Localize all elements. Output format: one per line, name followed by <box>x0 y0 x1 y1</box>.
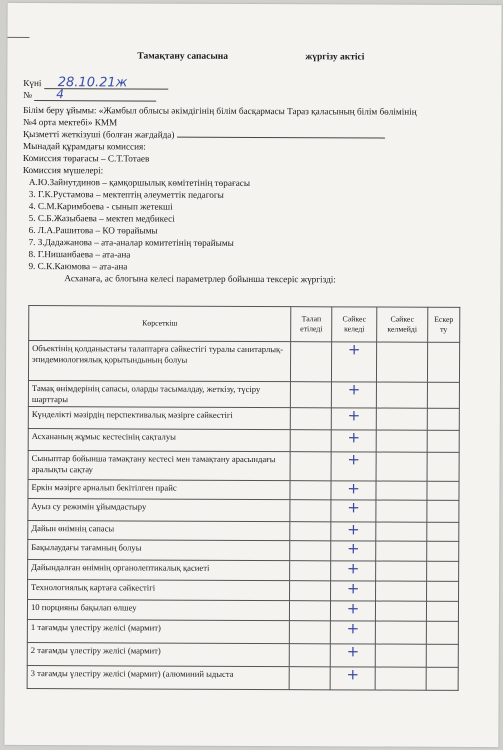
noncompliant-cell <box>376 541 427 561</box>
noncompliant-cell <box>375 667 426 690</box>
note-cell <box>426 667 458 690</box>
required-cell <box>290 500 331 522</box>
required-cell <box>290 541 331 561</box>
note-cell <box>427 452 459 481</box>
indicator-cell: Еркін мәзірге арналып бекітілген прайс <box>28 480 290 500</box>
table-row <box>28 429 459 453</box>
member-item: 3. Г.К.Рустамова – мектептің әлеуметтік педагогы <box>28 189 224 200</box>
service-blank <box>177 137 385 139</box>
indicator-cell: Бақылаудағы тағамның болуы <box>28 540 290 561</box>
noncompliant-cell <box>376 561 427 581</box>
indicator-cell: Дайын өнімнің сапасы <box>28 521 290 541</box>
member-item: 9. С.К.Каюмова – ата-ана <box>28 261 128 272</box>
chairman-line: Комиссия төрағасы – С.Т.Тотаев <box>22 152 150 164</box>
indicator-cell: Объектінің қолданыстағы талаптарға сәйкестігі туралы санитарлық-эпидемиологиялық қорытындының болуы <box>28 341 290 382</box>
date-line <box>23 77 168 90</box>
indicator-cell: Дайындалған өнімнің органолептикалық қасиеті <box>28 560 290 581</box>
table-row <box>28 341 459 383</box>
column-header: Ескер ту <box>428 307 460 342</box>
required-cell <box>290 452 331 481</box>
noncompliant-cell <box>376 408 427 430</box>
noncompliant-cell <box>376 500 427 522</box>
table-row <box>27 600 458 622</box>
compliant-mark: + <box>331 500 376 522</box>
intro-text: Асханаға, ас блогына келесі параметрлер бойынша тексеріс жүргізді: <box>64 273 336 285</box>
commission-line: Мынадай құрамдағы комиссия: <box>22 140 146 152</box>
noncompliant-cell <box>375 621 426 644</box>
date-label: Күні <box>23 77 42 89</box>
org-line-1: Білім беру ұйымы: «Жамбыл облысы әкімдігінің білім басқармасы Тараз қаласының білім бөлімінің <box>23 104 417 117</box>
compliant-mark: + <box>331 430 376 452</box>
indicator-cell: Технологиялық картаға сәйкестігі <box>28 580 290 601</box>
note-cell <box>427 581 459 601</box>
noncompliant-cell <box>376 522 427 541</box>
note-cell <box>427 481 459 500</box>
column-header: Сәйкес келмейді <box>377 307 428 342</box>
note-cell <box>427 382 459 408</box>
indicator-cell: 10 порцияны бақылап өлшеу <box>27 600 289 621</box>
table-row <box>28 580 459 602</box>
member-item: А.Ю.Зайнутдинов – қамқоршылық көмітетінің төрағасы <box>28 177 251 188</box>
required-cell <box>290 481 331 500</box>
table-header-row <box>29 306 460 343</box>
note-cell <box>426 601 458 621</box>
column-header: Сәйкес келеді <box>332 307 377 342</box>
service-line <box>23 129 385 142</box>
indicator-cell: Сыныптар бойынша тамақтану кестесі мен тамақтану арасындағы аралықты сақтау <box>28 451 290 481</box>
members-label: Комиссия мүшелері: <box>22 164 104 176</box>
indicator-cell: Асхананың жұмыс кестесінің сақталуы <box>28 429 290 452</box>
org-line-2: №4 орта мектебі» КММ <box>23 116 118 128</box>
noncompliant-cell <box>376 382 427 408</box>
note-cell <box>426 621 458 644</box>
required-cell <box>291 382 332 408</box>
note-cell <box>427 500 459 522</box>
table-row <box>28 540 459 562</box>
noncompliant-cell <box>375 601 426 621</box>
note-cell <box>427 522 459 541</box>
required-cell <box>289 644 330 667</box>
required-cell <box>290 601 331 621</box>
compliant-mark: + <box>331 561 376 581</box>
required-cell <box>290 561 331 581</box>
compliant-mark: + <box>331 408 376 430</box>
required-cell <box>290 408 331 430</box>
compliant-mark: + <box>331 481 376 500</box>
compliant-mark: + <box>330 644 375 667</box>
noncompliant-cell <box>375 644 426 667</box>
compliant-mark: + <box>331 382 376 408</box>
table-row <box>28 407 459 431</box>
compliant-mark: + <box>331 452 376 481</box>
indicator-cell: Күнделікті мәзірдің перспективалық мәзірге сәйкестігі <box>28 407 290 430</box>
table-row <box>27 643 458 668</box>
table-row <box>27 666 458 691</box>
noncompliant-cell <box>376 581 427 601</box>
member-item: 5. С.Б.Жазыбаева – мектеп медбикесі <box>28 213 175 224</box>
member-item: 6. Л.А.Рашитова – КО төрайымы <box>28 225 158 236</box>
indicator-cell: 3 тағамды үлестіру желісі (мармит) (алюминий ыдыста <box>27 666 289 690</box>
compliant-mark: + <box>330 621 375 644</box>
compliant-mark: + <box>330 667 375 690</box>
required-cell <box>290 430 331 452</box>
table-row <box>28 381 459 409</box>
note-cell <box>427 541 459 561</box>
number-label: № <box>23 89 33 101</box>
compliant-mark: + <box>332 342 377 382</box>
member-item: 4. С.М.Каримбоева - сынып жетекші <box>28 201 173 212</box>
table-row <box>28 480 459 501</box>
service-label: Қызметті жеткізуші (болған жағдайда) <box>23 128 175 140</box>
table-row <box>28 499 459 523</box>
member-item: 7. З.Дадажанова – ата-аналар комитетінің төрайымы <box>28 237 234 248</box>
compliant-mark: + <box>331 522 376 541</box>
required-cell <box>291 342 332 382</box>
required-cell <box>290 581 331 601</box>
indicator-cell: 1 тағамды үлестіру желісі (мармит) <box>27 620 289 644</box>
required-cell <box>289 667 330 690</box>
noncompliant-cell <box>376 452 427 481</box>
title-part-1: Тамақтану сапасына <box>137 51 229 62</box>
note-cell <box>427 430 459 452</box>
number-value: 4 <box>34 89 156 102</box>
indicator-cell: Ауыз су режимін ұйымдастыру <box>28 499 290 522</box>
title-part-2: жүргізу актісі <box>305 52 365 63</box>
date-value: 28.10.21ж <box>44 77 168 90</box>
noncompliant-cell <box>376 430 427 452</box>
compliant-mark: + <box>331 601 376 621</box>
required-cell <box>290 621 331 644</box>
table-row <box>28 451 459 482</box>
noncompliant-cell <box>376 481 427 500</box>
inspection-table <box>27 305 461 691</box>
member-item: 8. Г.Нишанбаева – ата-ана <box>28 249 131 260</box>
table-row <box>27 620 458 645</box>
indicator-cell: 2 тағамды үлестіру желісі (мармит) <box>27 643 289 667</box>
table-row <box>28 521 459 542</box>
compliant-mark: + <box>331 581 376 601</box>
table-row <box>28 560 459 582</box>
indicator-cell: Тамақ өнімдерінің сапасы, оларды тасымалдау, жеткізу, түсіру шарттары <box>28 381 290 408</box>
document-page <box>4 3 501 747</box>
note-cell <box>427 561 459 581</box>
note-cell <box>426 644 458 667</box>
noncompliant-cell <box>377 342 428 382</box>
note-cell <box>427 408 459 430</box>
required-cell <box>290 522 331 541</box>
column-header: Көрсеткіш <box>29 306 291 342</box>
column-header: Талап етіледі <box>291 307 332 342</box>
top-rule <box>7 37 29 38</box>
compliant-mark: + <box>331 541 376 561</box>
document-title <box>7 51 501 63</box>
number-line <box>23 89 156 102</box>
note-cell <box>427 342 459 382</box>
